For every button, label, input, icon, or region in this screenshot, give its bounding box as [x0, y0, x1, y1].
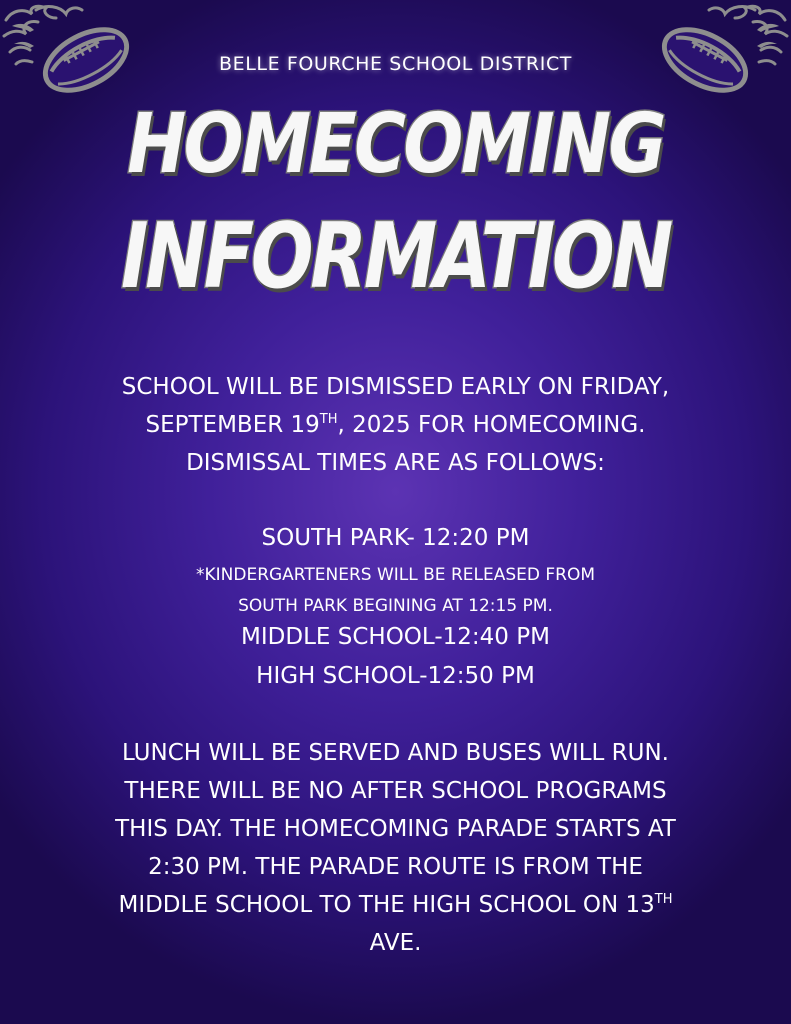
- south-park-time: SOUTH PARK- 12:20 PM: [261, 525, 530, 551]
- kindergarten-note-line-2: SOUTH PARK BEGINING AT 12:15 PM.: [238, 596, 553, 616]
- intro-date: SEPTEMBER 19: [145, 412, 320, 438]
- title-line-1: HOMECOMING: [127, 97, 664, 192]
- flaming-football-icon: [2, 2, 140, 98]
- flaming-football-icon: [651, 2, 789, 98]
- closing-line-1: LUNCH WILL BE SERVED AND BUSES WILL RUN.: [121, 740, 669, 766]
- intro-line-2: [0, 406, 791, 444]
- intro-date-suffix: TH: [319, 412, 338, 427]
- additional-info: [0, 734, 791, 962]
- closing-line-5: [0, 886, 791, 924]
- kindergarten-note-line-1: *KINDERGARTENERS WILL BE RELEASED FROM: [195, 565, 596, 585]
- intro-line-3: DISMISSAL TIMES ARE AS FOLLOWS:: [186, 450, 605, 476]
- early-dismissal-announcement: [0, 368, 791, 482]
- closing-line-5-suffix: TH: [654, 892, 673, 907]
- kindergarten-note: [0, 560, 791, 622]
- intro-line-2-rest: , 2025 FOR HOMECOMING.: [337, 412, 646, 438]
- intro-line-1: SCHOOL WILL BE DISMISSED EARLY ON FRIDAY,: [121, 374, 670, 400]
- middle-school-time: MIDDLE SCHOOL-12:40 PM: [241, 624, 550, 650]
- closing-line-4: 2:30 PM. THE PARADE ROUTE IS FROM THE: [148, 854, 643, 880]
- district-name: BELLE FOURCHE SCHOOL DISTRICT: [218, 53, 573, 75]
- closing-line-2: THERE WILL BE NO AFTER SCHOOL PROGRAMS: [124, 778, 667, 804]
- title-line-2: INFORMATION: [121, 204, 670, 309]
- closing-line-3: THIS DAY. THE HOMECOMING PARADE STARTS AT: [115, 816, 676, 842]
- closing-line-6: AVE.: [369, 930, 422, 956]
- closing-line-5-text: MIDDLE SCHOOL TO THE HIGH SCHOOL ON 13: [118, 892, 655, 918]
- high-school-time: HIGH SCHOOL-12:50 PM: [256, 663, 535, 689]
